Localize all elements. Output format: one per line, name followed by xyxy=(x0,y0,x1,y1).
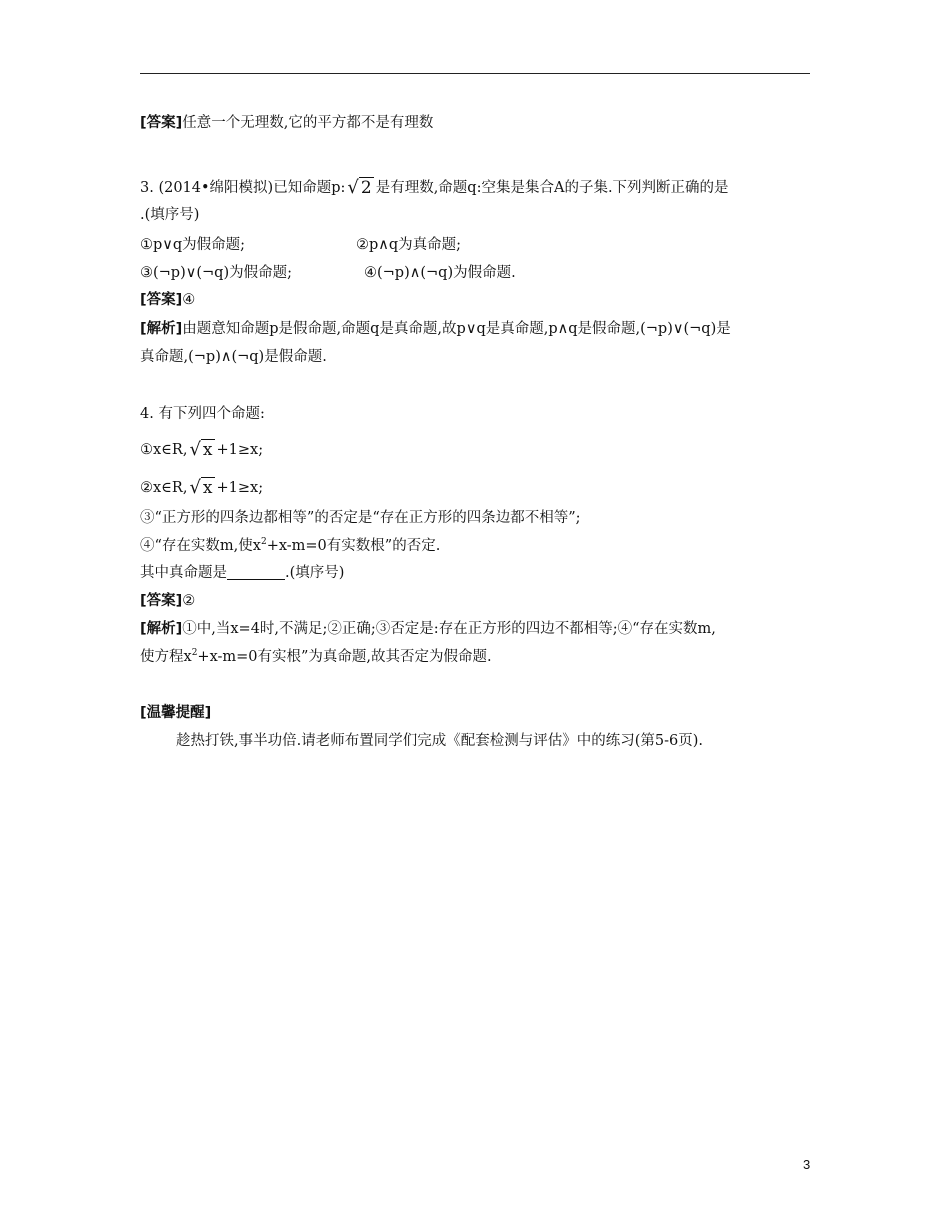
q3-stem-a: 3. (2014•绵阳模拟)已知命题p: xyxy=(140,180,346,196)
q4-item2-a: ②x∈R, xyxy=(140,480,188,496)
fill-blank xyxy=(227,565,285,580)
q3-radicand: 2 xyxy=(360,178,372,198)
q4-answer-label: [答案] xyxy=(140,593,183,609)
q4-stem: 4. 有下列四个命题: xyxy=(140,406,265,422)
q4-item1-radicand: x xyxy=(202,440,213,460)
q3-answer-value: ④ xyxy=(182,292,196,308)
q4-analysis-text-1: ①中,当x=4时,不满足;②正确;③否定是:存在正方形的四边不都相等;④“存在实数m, xyxy=(182,621,716,637)
answer-text: 任意一个无理数,它的平方都不是有理数 xyxy=(182,115,434,131)
reminder-label: [温馨提醒] xyxy=(140,705,212,721)
q3-answer xyxy=(140,290,195,310)
q4-item1 xyxy=(140,440,263,460)
reminder-text: 趁热打铁,事半功倍.请老师布置同学们完成《配套检测与评估》中的练习(第5-6页). xyxy=(176,733,703,749)
q4-item2-radicand: x xyxy=(202,478,213,498)
q4-item1-a: ①x∈R, xyxy=(140,442,188,458)
q4-answer-value: ② xyxy=(182,593,196,609)
q3-stem-b: 是有理数,命题q:空集是集合A的子集.下列判断正确的是 xyxy=(375,180,729,196)
q4-item4-sup: 2 xyxy=(260,537,267,547)
q3-analysis-label: [解析] xyxy=(140,321,183,337)
q3-opt4: ④(¬p)∧(¬q)为假命题. xyxy=(364,265,516,281)
q4-ask-a: 其中真命题是 xyxy=(140,565,227,581)
q4-analysis-1 xyxy=(140,619,716,639)
q4-analysis-label: [解析] xyxy=(140,621,183,637)
q4-ask xyxy=(140,563,344,583)
q3-opt2: ②p∧q为真命题; xyxy=(356,237,462,253)
q3-stem xyxy=(140,178,729,198)
q4-item2 xyxy=(140,478,263,498)
q3-opt1: ①p∨q为假命题; xyxy=(140,237,246,253)
q3-analysis-1 xyxy=(140,319,731,339)
q4-item4-a: ④“存在实数m,使x xyxy=(140,538,261,554)
sqrt-symbol: √ 2 xyxy=(347,177,372,198)
q3-stem-c: .(填序号) xyxy=(140,207,200,223)
page-number: 3 xyxy=(803,1157,811,1172)
q3-answer-label: [答案] xyxy=(140,292,183,308)
answer-line xyxy=(140,113,433,133)
header-rule xyxy=(140,73,810,74)
q4-item2-b: +1≥x; xyxy=(216,480,264,496)
q4-analysis-2a: 使方程x xyxy=(140,649,192,665)
q4-item3: ③“正方形的四条边都相等”的否定是“存在正方形的四条边都不相等”; xyxy=(140,510,581,526)
sqrt-symbol: √ x xyxy=(189,439,213,460)
q4-analysis-2b: +x-m=0有实根”为真命题,故其否定为假命题. xyxy=(197,649,492,665)
q4-item1-b: +1≥x; xyxy=(216,442,264,458)
q3-opt3: ③(¬p)∨(¬q)为假命题; xyxy=(140,265,292,281)
q4-analysis-sup: 2 xyxy=(191,648,198,658)
answer-label: [答案] xyxy=(140,115,183,131)
q4-item4 xyxy=(140,536,440,556)
q4-item4-b: +x-m=0有实数根”的否定. xyxy=(266,538,441,554)
q4-ask-b: .(填序号) xyxy=(285,565,345,581)
q4-answer xyxy=(140,591,195,611)
q3-analysis-text-1: 由题意知命题p是假命题,命题q是真命题,故p∨q是真命题,p∧q是假命题,(¬p)∨(¬q)是 xyxy=(182,321,731,337)
sqrt-symbol: √ x xyxy=(189,477,213,498)
q3-analysis-2: 真命题,(¬p)∧(¬q)是假命题. xyxy=(140,349,327,365)
q4-analysis-2 xyxy=(140,647,492,667)
